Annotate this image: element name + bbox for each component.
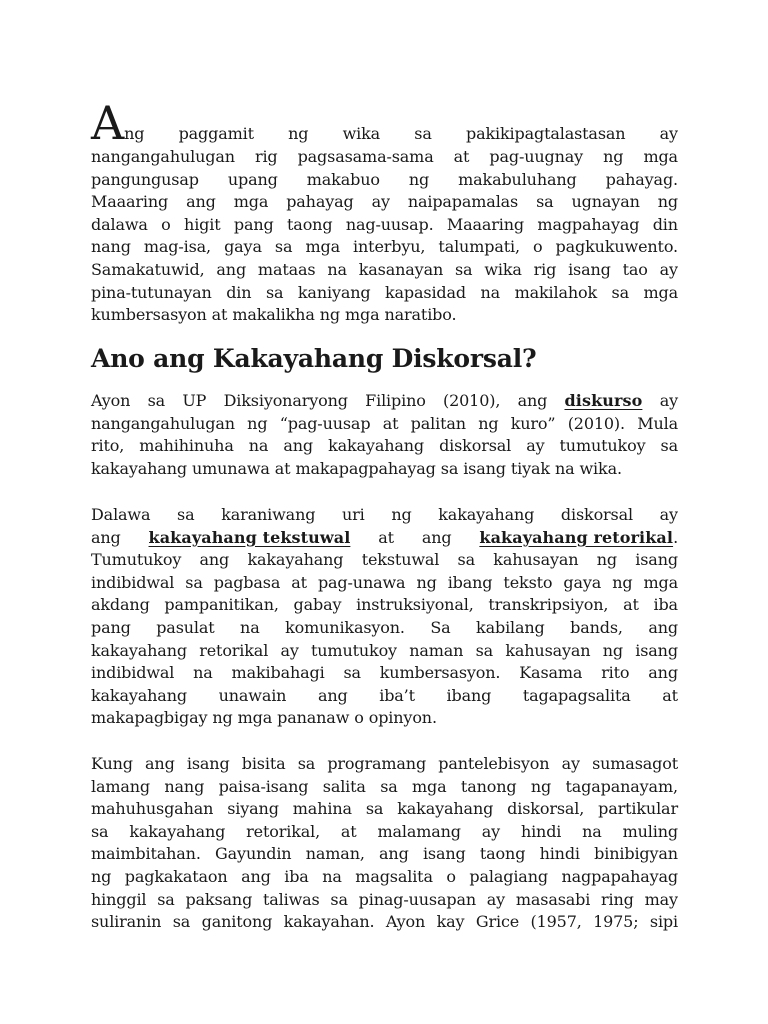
word: ibang [447, 572, 493, 592]
word: muling [622, 821, 678, 841]
word: isang [186, 754, 230, 773]
word: Sa [430, 617, 451, 637]
word: transkripsiyon, [488, 595, 609, 615]
word: pananaw [277, 708, 350, 728]
word: may [644, 889, 678, 909]
word: paksang [185, 889, 253, 909]
word: ay [659, 124, 678, 143]
word: retorikal [199, 640, 269, 660]
word: ng [530, 776, 552, 796]
word: indibidwal [91, 572, 175, 592]
text-line [91, 549, 678, 572]
text-line [91, 594, 678, 617]
word: diskorsal [439, 436, 512, 456]
word: na [327, 259, 347, 279]
word: kumbersasyon. [379, 663, 501, 683]
word: pangungusap [91, 169, 199, 189]
word: ay [481, 821, 501, 841]
word: na [322, 866, 342, 886]
word: tumutukoy [310, 640, 397, 660]
drop-cap-letter: A [91, 96, 125, 150]
word: Maaaring [91, 192, 169, 212]
word: suliranin [91, 912, 162, 932]
word: iba [653, 595, 678, 615]
text-line [91, 169, 678, 192]
word: kay [436, 912, 465, 932]
word: komunikasyon. [285, 617, 405, 637]
text-line [91, 435, 678, 458]
word: kakayahang [438, 505, 535, 524]
word: wika [342, 124, 381, 143]
word: taong [479, 844, 526, 864]
word: kakayahan. [283, 912, 375, 932]
word: Ayon [385, 912, 426, 932]
word: o [532, 237, 543, 257]
word: hindi [520, 821, 562, 841]
word: hindi [539, 844, 580, 864]
term-wrapper [565, 390, 643, 413]
underlined-term: kakayahang tekstuwal [148, 527, 351, 547]
word: mga [643, 147, 678, 166]
word: Kasama [519, 663, 583, 683]
word: sa [414, 124, 432, 143]
text-line [91, 527, 678, 550]
word: (2010). [567, 413, 625, 433]
word: taliwas [262, 889, 320, 909]
word: naipapamalas [407, 192, 519, 212]
word: makabuo [306, 169, 380, 189]
word: o [161, 214, 171, 234]
word: mag-isa, [143, 237, 211, 257]
word: nag-uusap. [345, 214, 434, 234]
word: ay [561, 754, 580, 773]
word: tagapagsalita [522, 685, 631, 705]
word: na [582, 821, 602, 841]
word: unawain [218, 685, 287, 705]
word: gaya [224, 237, 262, 257]
word: ng [657, 192, 678, 212]
word: siyang [227, 799, 279, 819]
paragraph-example [91, 753, 678, 934]
text-line [91, 259, 678, 282]
word: salita [322, 776, 366, 796]
word: pina-tutunayan [91, 282, 212, 302]
section-heading: Ano ang Kakayahang Diskorsal? [91, 344, 537, 373]
word: teksto [503, 572, 553, 592]
word: gabay [293, 595, 342, 615]
text-line [91, 282, 678, 305]
word: makapagbigay [91, 708, 208, 728]
word: Kung [91, 754, 133, 773]
word: isang [635, 640, 678, 660]
word: kakayahang [247, 550, 344, 570]
underlined-term: diskurso [564, 391, 643, 410]
word: ay [659, 505, 678, 524]
word: partikular [598, 799, 678, 819]
text-line [91, 662, 678, 685]
word: malamang [377, 821, 461, 841]
word: Tumutukoy [91, 550, 182, 570]
word: sa [177, 505, 195, 524]
word: masasabi [515, 889, 591, 909]
word: Grice [475, 912, 520, 932]
word: ng [288, 124, 309, 143]
word: sa [274, 237, 293, 257]
word: wika. [579, 458, 622, 478]
word: sa [455, 259, 473, 279]
word: sa [440, 458, 459, 478]
word: rig [533, 259, 557, 279]
word: ugnayan [571, 192, 640, 212]
word: umunawa [191, 458, 270, 478]
word: bisita [241, 754, 286, 773]
word: mga [344, 305, 380, 325]
word: hinggil [91, 889, 147, 909]
word: ng [408, 169, 430, 189]
word: pakikipagtalastasan [465, 124, 626, 143]
text-line [91, 776, 678, 799]
word: pagkukuwento. [555, 237, 678, 257]
word: ang [241, 866, 271, 886]
word: rito [601, 663, 630, 683]
paragraph-definition [91, 390, 678, 480]
word: akdang [91, 595, 150, 615]
punctuation: . [673, 527, 678, 547]
word: sa [457, 550, 475, 570]
word: Diksiyonaryong [223, 391, 348, 410]
word: ay [659, 259, 678, 279]
word: isang [422, 844, 466, 864]
word: at [623, 595, 639, 615]
word: nang [91, 237, 131, 257]
text-line [91, 866, 678, 889]
word: o [354, 708, 364, 728]
word: palitan [410, 413, 466, 433]
word: tekstuwal [361, 550, 440, 570]
word: diskorsal [560, 505, 633, 524]
word: mahina [292, 799, 352, 819]
word: naman [409, 640, 464, 660]
underlined-term: kakayahang retorikal [479, 527, 674, 547]
word: na [480, 282, 501, 302]
word: kahusayan [493, 550, 579, 570]
word: sa [297, 754, 316, 773]
word: iba’t [379, 685, 415, 705]
text-line [91, 889, 678, 912]
word: kakayahang [91, 458, 187, 478]
text-line [91, 707, 678, 730]
word: kakayahang [129, 821, 226, 841]
word: pang [91, 617, 131, 637]
word: palagiang [469, 866, 548, 886]
word: na [554, 458, 575, 478]
word: sa [91, 821, 109, 841]
word: sumasagot [592, 754, 678, 773]
word: mga [643, 572, 678, 592]
word: ng [478, 413, 499, 433]
word: sa [172, 912, 191, 932]
word: isang [463, 458, 506, 478]
text-line [91, 458, 678, 481]
word: mga [233, 192, 269, 212]
word: ang [421, 527, 452, 547]
word: sa [611, 282, 629, 302]
word: makibahagi [231, 663, 325, 683]
paragraph-intro [91, 96, 678, 327]
word: rig [254, 147, 278, 166]
word: sa [265, 282, 284, 302]
word: sa [185, 572, 203, 592]
word: Mula [637, 413, 678, 433]
text-line [91, 821, 678, 844]
word: nagpapahayag [561, 866, 678, 886]
word: ang [517, 391, 548, 410]
word: wika [484, 259, 522, 279]
word: pag-uugnay [489, 147, 584, 166]
word: gaya [563, 572, 602, 592]
word: din [226, 282, 252, 302]
word: sa [330, 889, 348, 909]
word: at [274, 458, 291, 478]
word: pag-unawa [317, 572, 406, 592]
word: nangangahulugan [91, 147, 235, 166]
word: “pag-uusap [279, 413, 371, 433]
text-line [91, 798, 678, 821]
paragraph-types [91, 504, 678, 730]
word: ng [319, 305, 340, 325]
word: Samakatuwid, [91, 259, 205, 279]
word: magsalita [355, 866, 433, 886]
word: pahayag [286, 192, 354, 212]
text-line [91, 504, 678, 527]
word: maimbitahan. [91, 844, 201, 864]
word: tao [622, 259, 648, 279]
word: din [652, 214, 678, 234]
word: pagbasa [213, 572, 281, 592]
text-line [91, 753, 678, 776]
word: karaniwang [221, 505, 316, 524]
word: instruksiyonal, [356, 595, 474, 615]
word: sa [536, 192, 554, 212]
word: mga [237, 708, 273, 728]
text-line [91, 304, 678, 327]
word: tagapanayam, [565, 776, 678, 796]
word: ang [186, 192, 216, 212]
word: rito, [91, 436, 125, 456]
text-line [91, 911, 678, 934]
word: sa [475, 640, 494, 660]
word: ng [91, 866, 112, 886]
word: ng [416, 572, 437, 592]
word: pantelebisyon [438, 754, 550, 773]
word: at [211, 305, 228, 325]
word: ay [486, 889, 506, 909]
word: bands, [570, 617, 623, 637]
word: mga [412, 776, 447, 796]
word: 1975; [593, 912, 639, 932]
word: sipi [649, 912, 678, 932]
word: ang [145, 754, 175, 773]
word: pampanitikan, [164, 595, 279, 615]
word: paisa-isang [218, 776, 309, 796]
word: upang [227, 169, 278, 189]
word: taong [287, 214, 333, 234]
word: Ayon [91, 391, 131, 410]
word: pagsasama-sama [297, 147, 434, 166]
word: makilahok [514, 282, 598, 302]
word: kaniyang [297, 282, 371, 302]
word: ay [526, 436, 545, 456]
text-line [91, 640, 678, 663]
word: ay [280, 640, 299, 660]
text-line [91, 572, 678, 595]
word: na [193, 663, 213, 683]
word: mahihinuha [139, 436, 234, 456]
word: ang [379, 844, 409, 864]
text-line [91, 146, 678, 169]
word: tiyak [510, 458, 550, 478]
word: mga [305, 237, 340, 257]
word: at [662, 685, 678, 705]
word: magpahayag [537, 214, 640, 234]
word: kakayahang [397, 799, 494, 819]
word: talumpati, [438, 237, 520, 257]
word: iba [284, 866, 309, 886]
word: mahuhusgahan [91, 799, 214, 819]
word: ng [124, 124, 145, 143]
word: mga [643, 282, 678, 302]
word: sa [157, 889, 175, 909]
word: sa [365, 799, 384, 819]
word: at [378, 527, 394, 547]
word: ibang [446, 685, 492, 705]
word: nang [164, 776, 205, 796]
text-line [91, 214, 678, 237]
word: ang [283, 436, 314, 456]
word: Maaaring [446, 214, 525, 234]
word: programang [327, 754, 427, 773]
word: paggamit [178, 124, 254, 143]
word: interbyu, [353, 237, 426, 257]
word: Dalawa [91, 505, 151, 524]
text-line [91, 843, 678, 866]
word: ng [603, 147, 624, 166]
word: higit [184, 214, 221, 234]
word: ang [91, 527, 121, 547]
text-line [91, 96, 678, 150]
word: nangangahulugan [91, 413, 235, 433]
word: at [340, 821, 357, 841]
word: isang [635, 550, 678, 570]
word: ang [317, 685, 348, 705]
word: sa [343, 663, 361, 683]
word: lamang [91, 776, 151, 796]
word: isang [568, 259, 611, 279]
word: pasulat [156, 617, 215, 637]
word: makabuluhang [458, 169, 577, 189]
word: o [446, 866, 456, 886]
word: kuro” [510, 413, 556, 433]
word: kahusayan [505, 640, 591, 660]
word: ang [199, 550, 230, 570]
word: ng [612, 572, 633, 592]
word: ang [648, 663, 678, 683]
word: indibidwal [91, 663, 175, 683]
word: ng [391, 505, 412, 524]
word: kakayahang [91, 640, 187, 660]
word: pagkakataon [124, 866, 228, 886]
word: (1957, [530, 912, 582, 932]
text-line [91, 191, 678, 214]
word: ang [648, 617, 678, 637]
word: ang [216, 259, 247, 279]
word: tumutukoy [559, 436, 646, 456]
word: ng [212, 708, 233, 728]
word: naratibo. [384, 305, 457, 325]
term-wrapper [479, 527, 678, 550]
word: ay [371, 192, 390, 212]
text-line [91, 413, 678, 436]
word: ganitong [201, 912, 273, 932]
text-line [91, 236, 678, 259]
word: opinyon. [368, 708, 437, 728]
word: makapagpahayag [295, 458, 436, 478]
word: at [291, 572, 307, 592]
word: retorikal, [246, 821, 321, 841]
word: ng [247, 413, 268, 433]
word: Filipino [365, 391, 426, 410]
word: mataas [257, 259, 316, 279]
word: kumbersasyon [91, 305, 207, 325]
word: pahayag. [605, 169, 678, 189]
word: pang [233, 214, 274, 234]
word: kakayahang [328, 436, 425, 456]
word: sa [660, 436, 678, 456]
word: na [248, 436, 269, 456]
text-line [91, 617, 678, 640]
word: ay [659, 391, 678, 410]
word: ring [601, 889, 634, 909]
word: kasanayan [358, 259, 444, 279]
word: binibigyan [594, 844, 678, 864]
word: UP [182, 391, 207, 410]
word: na [240, 617, 260, 637]
word: uri [342, 505, 365, 524]
word: ng [596, 550, 617, 570]
word: pinag-uusapan [358, 889, 476, 909]
word: at [382, 413, 399, 433]
word: dalawa [91, 214, 148, 234]
word: diskorsal, [507, 799, 585, 819]
word: tanong [460, 776, 517, 796]
word: makalikha [232, 305, 315, 325]
text-line [91, 685, 678, 708]
word: kabilang [476, 617, 545, 637]
word: naman, [305, 844, 365, 864]
word: kapasidad [384, 282, 467, 302]
word: sa [147, 391, 166, 410]
term-wrapper [149, 527, 351, 550]
word: ng [602, 640, 623, 660]
word: sa [380, 776, 398, 796]
word: at [453, 147, 470, 166]
text-line [91, 390, 678, 413]
word: kakayahang [91, 685, 187, 705]
word: (2010), [443, 391, 501, 410]
word: Gayundin [215, 844, 292, 864]
